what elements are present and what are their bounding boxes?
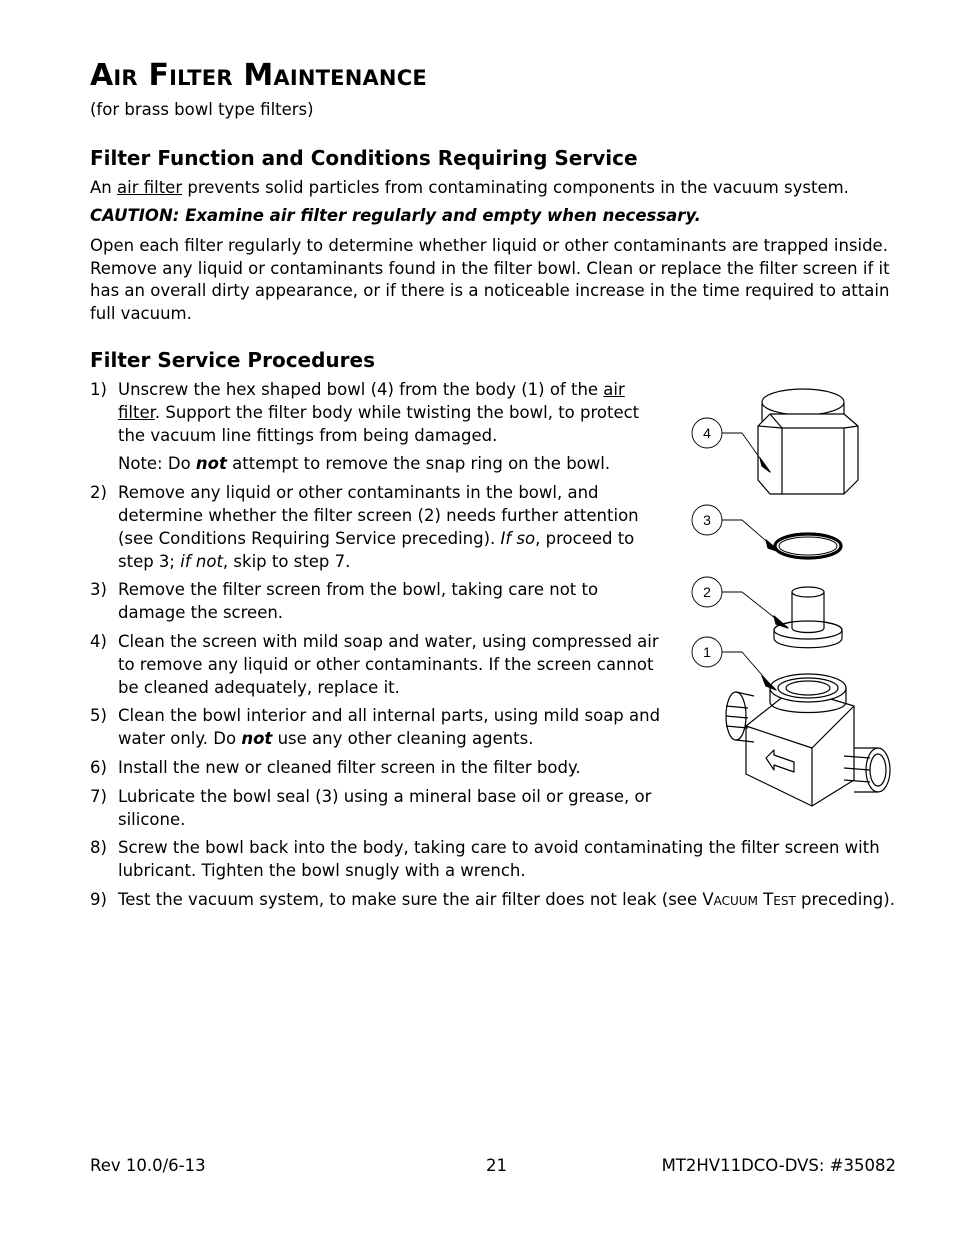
step-text: Remove the filter screen from the bowl, taking care not to damage the screen. — [118, 580, 599, 623]
step-text: Test the vacuum system, to make sure the air filter does not leak (see — [118, 889, 703, 909]
step-9 — [90, 889, 900, 912]
callout-1 — [692, 637, 776, 690]
step-number: 5) — [90, 706, 107, 726]
step-text: , skip to step 7. — [222, 551, 351, 571]
step-text: . Support the filter body while twisting the bowl, to protect the vacuum line fittings from being damaged. — [118, 402, 640, 445]
bowl-seal-ring-part — [775, 534, 841, 558]
step-emphasis: if not — [180, 551, 223, 571]
hex-bowl-part — [758, 389, 858, 494]
step-8 — [90, 837, 900, 883]
step-3 — [90, 579, 666, 625]
air-filter-exploded-diagram — [684, 376, 894, 812]
step-number: 1) — [90, 380, 107, 399]
step-text: use any other cleaning agents. — [272, 729, 534, 749]
air-filter-link[interactable]: air filter — [118, 380, 625, 422]
footer-revision: Rev 10.0/6-13 — [90, 1156, 206, 1175]
step-text: , proceed to step 3; — [118, 528, 635, 571]
step-number: 7) — [90, 786, 107, 806]
footer-document-id: MT2HV11DCO-DVS: #35082 — [661, 1156, 896, 1175]
step-emphasis: not — [241, 729, 273, 749]
step-text: Unscrew the hex shaped bowl (4) from the body (1) of the — [118, 380, 604, 399]
filter-body-part — [726, 674, 890, 806]
page-title: Air Filter Maintenance — [90, 58, 427, 93]
step-text: Clean the screen with mild soap and water, using compressed air to remove any liquid or other contaminants. If the screen cannot be cleaned adequately, replace it. — [118, 631, 659, 697]
step-2 — [90, 482, 666, 573]
step-text: Remove any liquid or other contaminants in the bowl, and determine whether the filter screen (2) needs further attention (see Conditions Requiring Service preceding). — [118, 483, 639, 548]
page-subtitle: (for brass bowl type filters) — [90, 100, 314, 119]
step-text: preceding). — [795, 889, 895, 909]
step-7 — [90, 786, 666, 832]
step-number: 2) — [90, 483, 107, 503]
callout-label: 4 — [703, 425, 711, 441]
conditions-paragraph: Open each filter regularly to determine whether liquid or other contaminants are trapped inside. Remove any liquid or contaminants found in the filter bowl. Clean or replace the filter screen if it has an overall dirty appearance, or if there is a noticeable increase in the time required to attain full vacuum. — [90, 236, 890, 323]
callout-label: 3 — [703, 512, 711, 528]
step-text: Install the new or cleaned filter screen in the filter body. — [118, 757, 581, 777]
note-text: Note: Do — [118, 454, 196, 474]
intro-text-post: prevents solid particles from contaminating components in the vacuum system. — [182, 178, 849, 197]
air-filter-link[interactable]: air filter — [117, 178, 183, 197]
intro-text-pre: An — [90, 178, 117, 197]
callout-3 — [692, 505, 780, 552]
step-text: Screw the bowl back into the body, taking care to avoid contaminating the filter screen with lubricant. Tighten the bowl snugly with a wrench. — [118, 838, 880, 881]
step-number: 9) — [90, 889, 107, 909]
intro-paragraph — [90, 177, 900, 200]
section-heading-filter-function: Filter Function and Conditions Requiring Service — [90, 146, 638, 170]
step-1 — [90, 379, 666, 447]
footer-page-number: 21 — [486, 1156, 507, 1175]
filter-screen-part — [774, 587, 842, 648]
vacuum-test-reference: Vacuum Test — [702, 889, 796, 909]
step-number: 4) — [90, 631, 107, 651]
callout-2 — [692, 577, 788, 628]
step-number: 8) — [90, 838, 107, 858]
section-heading-service-procedures: Filter Service Procedures — [90, 348, 375, 372]
callout-label: 2 — [703, 584, 711, 600]
step-text: Clean the bowl interior and all internal parts, using mild soap and water only. Do — [118, 706, 661, 749]
step-text: Lubricate the bowl seal (3) using a mineral base oil or grease, or silicone. — [118, 786, 652, 829]
step-number: 6) — [90, 757, 107, 777]
step-4 — [90, 631, 666, 699]
callout-label: 1 — [703, 644, 711, 660]
step-5 — [90, 705, 666, 751]
note-emphasis: not — [195, 454, 227, 474]
step-6 — [90, 757, 666, 780]
note-text: attempt to remove the snap ring on the bowl. — [226, 454, 611, 474]
step-emphasis: If so — [500, 528, 536, 548]
caution-note: CAUTION: Examine air filter regularly and empty when necessary. — [90, 206, 701, 225]
step-number: 3) — [90, 580, 107, 600]
